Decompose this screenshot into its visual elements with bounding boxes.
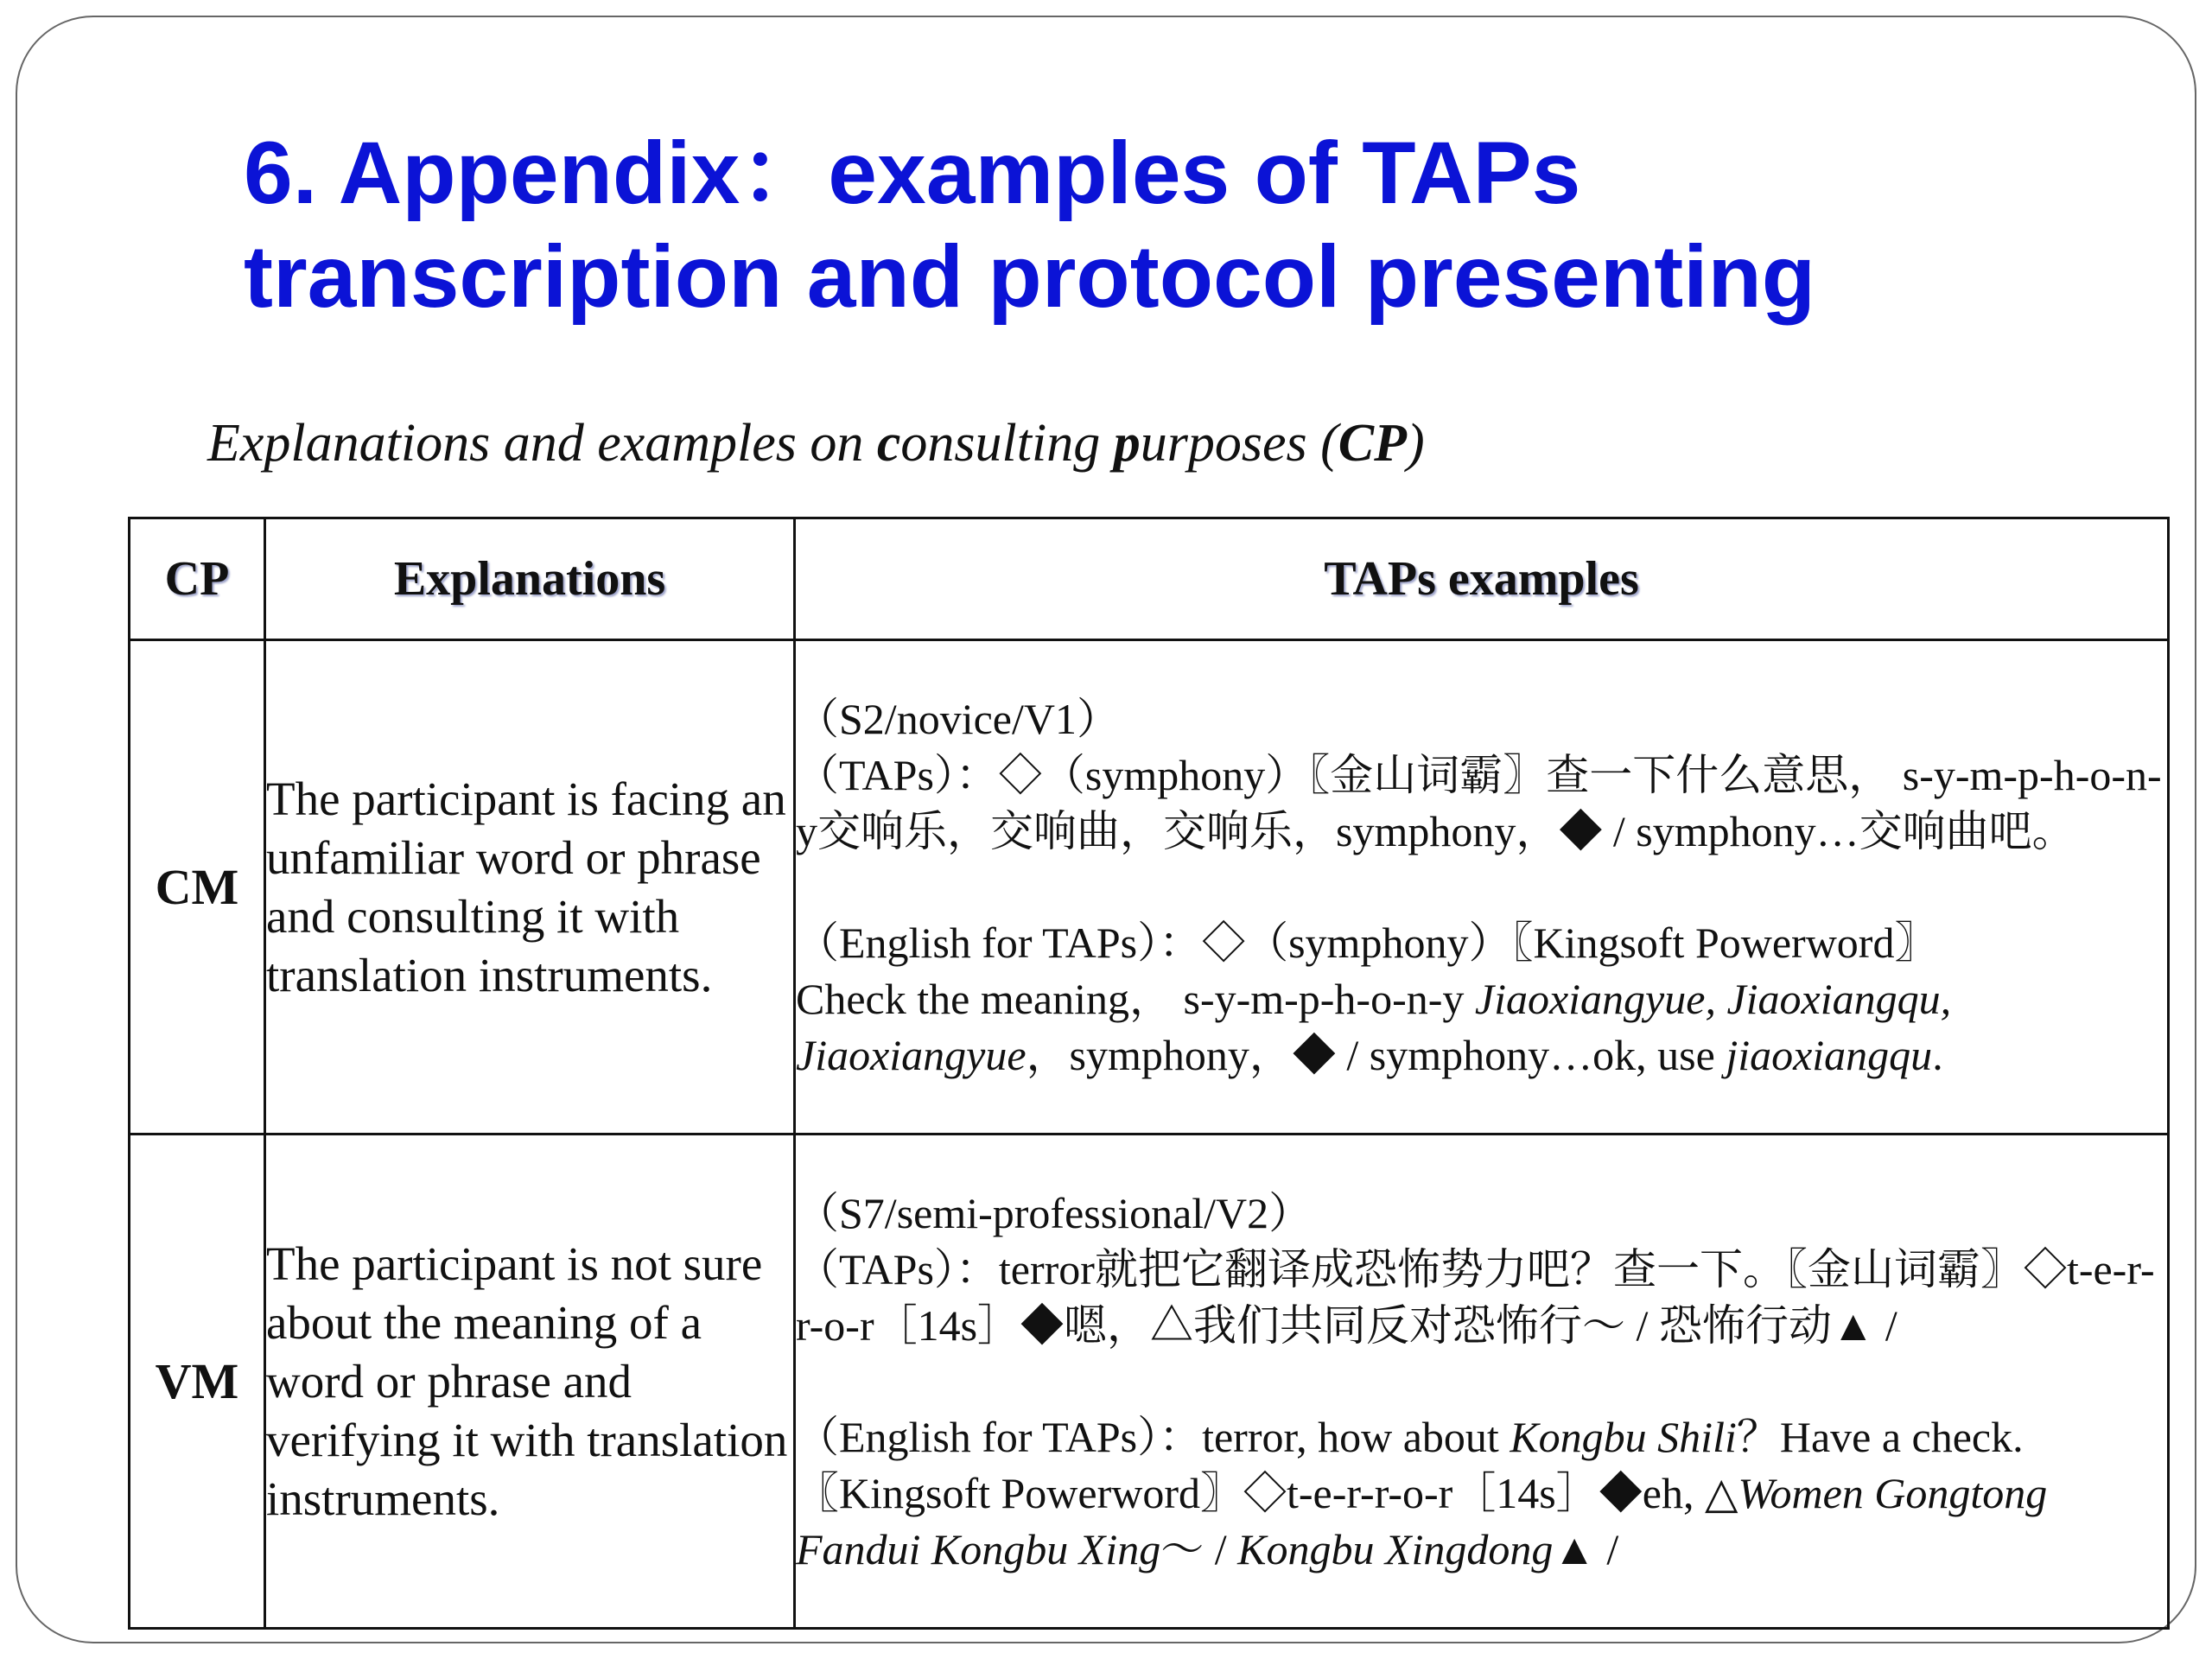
example-cm-english-3b: ，symphony，◆ / symphony…ok, use (1026, 1030, 1726, 1079)
example-cm-source: （S2/novice/V1） (796, 694, 1120, 743)
header-explanations: Explanations (265, 518, 795, 640)
caption-bold-p: p (1113, 414, 1141, 473)
example-cm-english-3c: jiaoxiangqu (1726, 1030, 1933, 1079)
example-vm-gap (796, 1354, 2167, 1409)
table-caption (207, 413, 1425, 474)
example-cm-english-2a: Check the meaning， s-y-m-p-h-o-n-y (796, 974, 1475, 1023)
table-row-cm (130, 640, 2169, 1135)
caption-text-4: ) (1407, 414, 1425, 473)
example-vm (795, 1135, 2169, 1629)
example-vm-english-1b: Kongbu Shili (1510, 1412, 1737, 1461)
title-line-2: transcription and protocol presenting (244, 227, 1816, 326)
example-cm (795, 640, 2169, 1135)
caption-bold-c: c (876, 414, 901, 473)
example-vm-english-3b: ～ / (1160, 1524, 1238, 1573)
caption-text-3: urposes ( (1140, 414, 1338, 473)
header-taps-examples: TAPs examples (795, 518, 2169, 640)
example-cm-english-2b: Jiaoxiangyue, Jiaoxiangqu, (1474, 974, 1952, 1023)
example-vm-english-1 (796, 1409, 2167, 1465)
cp-code-vm: VM (130, 1135, 265, 1629)
example-vm-source: （S7/semi-professional/V2） (796, 1188, 1313, 1237)
caption-text-1: Explanations and examples on (207, 414, 877, 473)
header-cp: CP (130, 518, 265, 640)
caption-bold-cp: CP (1338, 414, 1408, 473)
slide-title (244, 121, 1815, 328)
example-cm-taps: （TAPs）：◇（symphony）〖金山词霸〗查一下什么意思， s-y-m-p-h-o-n-y交响乐，交响曲，交响乐，symphony，◆ / symphony…交响曲吧。 (796, 750, 2162, 855)
example-vm-english-3a: Fandui Kongbu Xing (796, 1524, 1161, 1573)
example-vm-english-1c: ？Have a check. (1736, 1412, 2024, 1461)
explanation-vm: The participant is not sure about the meaning of a word or phrase and verifying it with translation instruments. (265, 1135, 795, 1629)
table-header-row (130, 518, 2169, 640)
example-cm-english-3d: . (1932, 1030, 1943, 1079)
explanation-cm: The participant is facing an unfamiliar word or phrase and consulting it with translation instruments. (265, 640, 795, 1135)
example-cm-english-1: （English for TAPs）：◇（symphony）〖Kingsoft Powerword〗 (796, 918, 1938, 967)
example-vm-english-3 (796, 1522, 2167, 1578)
example-vm-english-2b: Women Gongtong (1738, 1468, 2048, 1517)
title-line-1: 6. Appendix：examples of TAPs (244, 124, 1581, 222)
example-cm-english-2 (796, 971, 2167, 1027)
example-vm-english-3d: ▲ / (1553, 1524, 1619, 1573)
example-cm-english-3a: Jiaoxiangyue (796, 1030, 1027, 1079)
example-vm-english-1a: （English for TAPs）：terror, how about (796, 1412, 1510, 1461)
example-vm-english-3c: Kongbu Xingdong (1237, 1524, 1554, 1573)
cp-code-cm: CM (130, 640, 265, 1135)
caption-text-2: onsulting (900, 414, 1114, 473)
cp-table (128, 517, 2170, 1630)
example-vm-english-2 (796, 1465, 2167, 1522)
table-row-vm (130, 1135, 2169, 1629)
example-cm-english-3 (796, 1027, 2167, 1084)
example-cm-gap (796, 860, 2167, 915)
example-vm-taps: （TAPs）：terror就把它翻译成恐怖势力吧？查一下。〖金山词霸〗◇t-e-r-r-o-r［14s］◆嗯，△我们共同反对恐怖行～ / 恐怖行动▲ / (796, 1244, 2155, 1350)
example-vm-english-2a: 〖Kingsoft Powerword〗◇t-e-r-r-o-r［14s］◆eh, △ (796, 1468, 1738, 1517)
